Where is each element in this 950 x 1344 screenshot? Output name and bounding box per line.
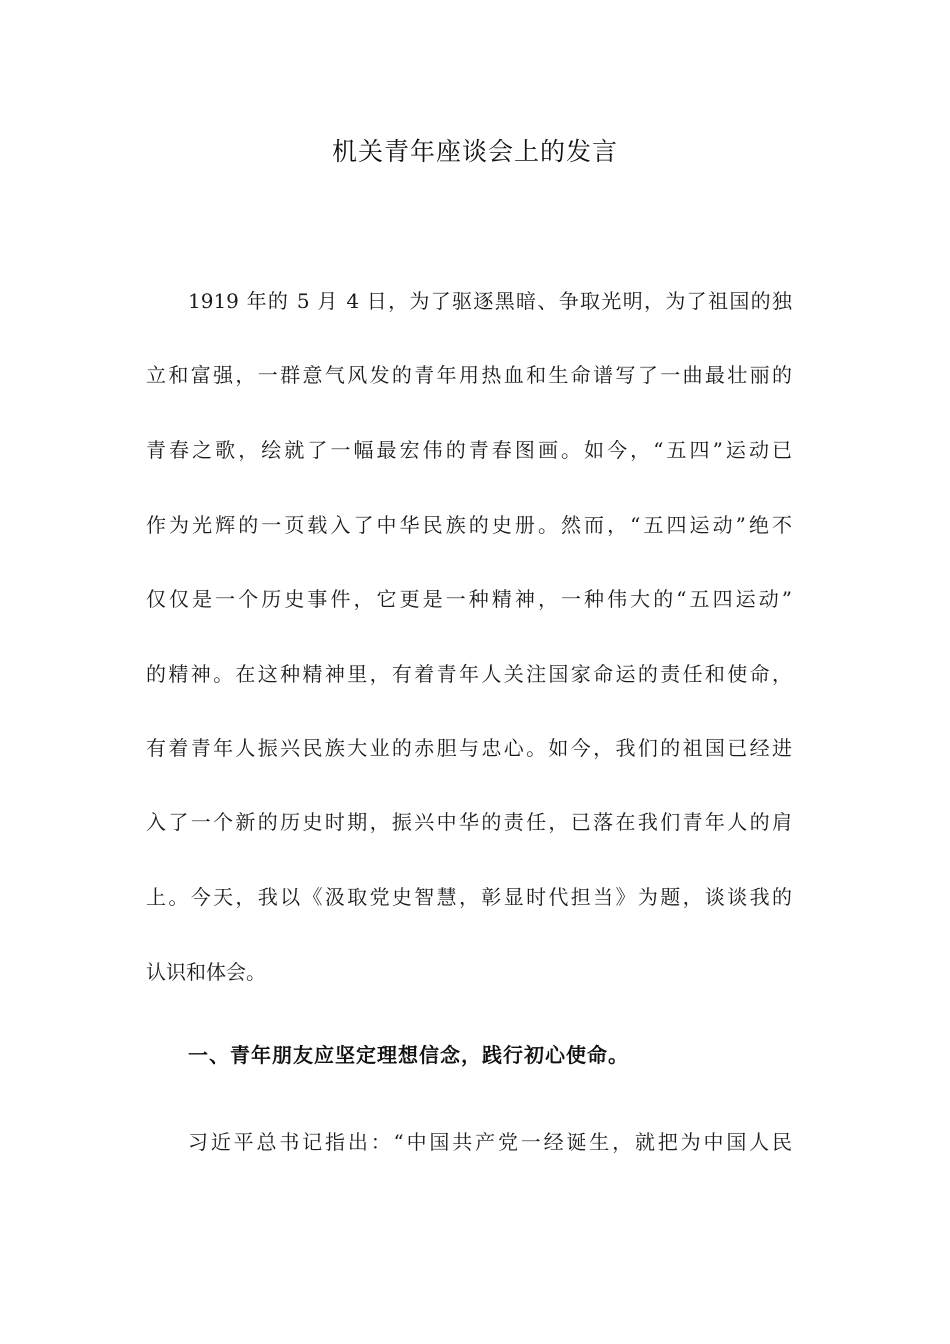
paragraph-line: 仅仅是一个历史事件，它更是一种精神，一种伟大的“五四运动” bbox=[146, 587, 792, 611]
paragraph-line: 青春之歌，绘就了一幅最宏伟的青春图画。如今，“五四”运动已 bbox=[146, 438, 792, 462]
paragraph-line: 立和富强，一群意气风发的青年用热血和生命谱写了一曲最壮丽的 bbox=[146, 363, 792, 387]
paragraph-line: 的精神。在这种精神里，有着青年人关注国家命运的责任和使命， bbox=[146, 662, 792, 686]
paragraph-line: 作为光辉的一页载入了中华民族的史册。然而，“五四运动”绝不 bbox=[146, 513, 792, 537]
paragraph-line: 习近平总书记指出：“中国共产党一经诞生，就把为中国人民 bbox=[188, 1130, 792, 1154]
paragraph-line: 入了一个新的历史时期，振兴中华的责任，已落在我们青年人的肩 bbox=[146, 810, 792, 834]
section-heading: 一、青年朋友应坚定理想信念，践行初心使命。 bbox=[188, 1043, 629, 1067]
document-title: 机关青年座谈会上的发言 bbox=[331, 137, 618, 166]
paragraph-line: 1919 年的 5 月 4 日，为了驱逐黑暗、争取光明，为了祖国的独 bbox=[188, 289, 792, 313]
paragraph-line: 上。今天，我以《汲取党史智慧，彰显时代担当》为题，谈谈我的 bbox=[146, 885, 792, 909]
paragraph-line: 认识和体会。 bbox=[146, 960, 266, 984]
paragraph-line: 有着青年人振兴民族大业的赤胆与忠心。如今，我们的祖国已经进 bbox=[146, 736, 792, 760]
